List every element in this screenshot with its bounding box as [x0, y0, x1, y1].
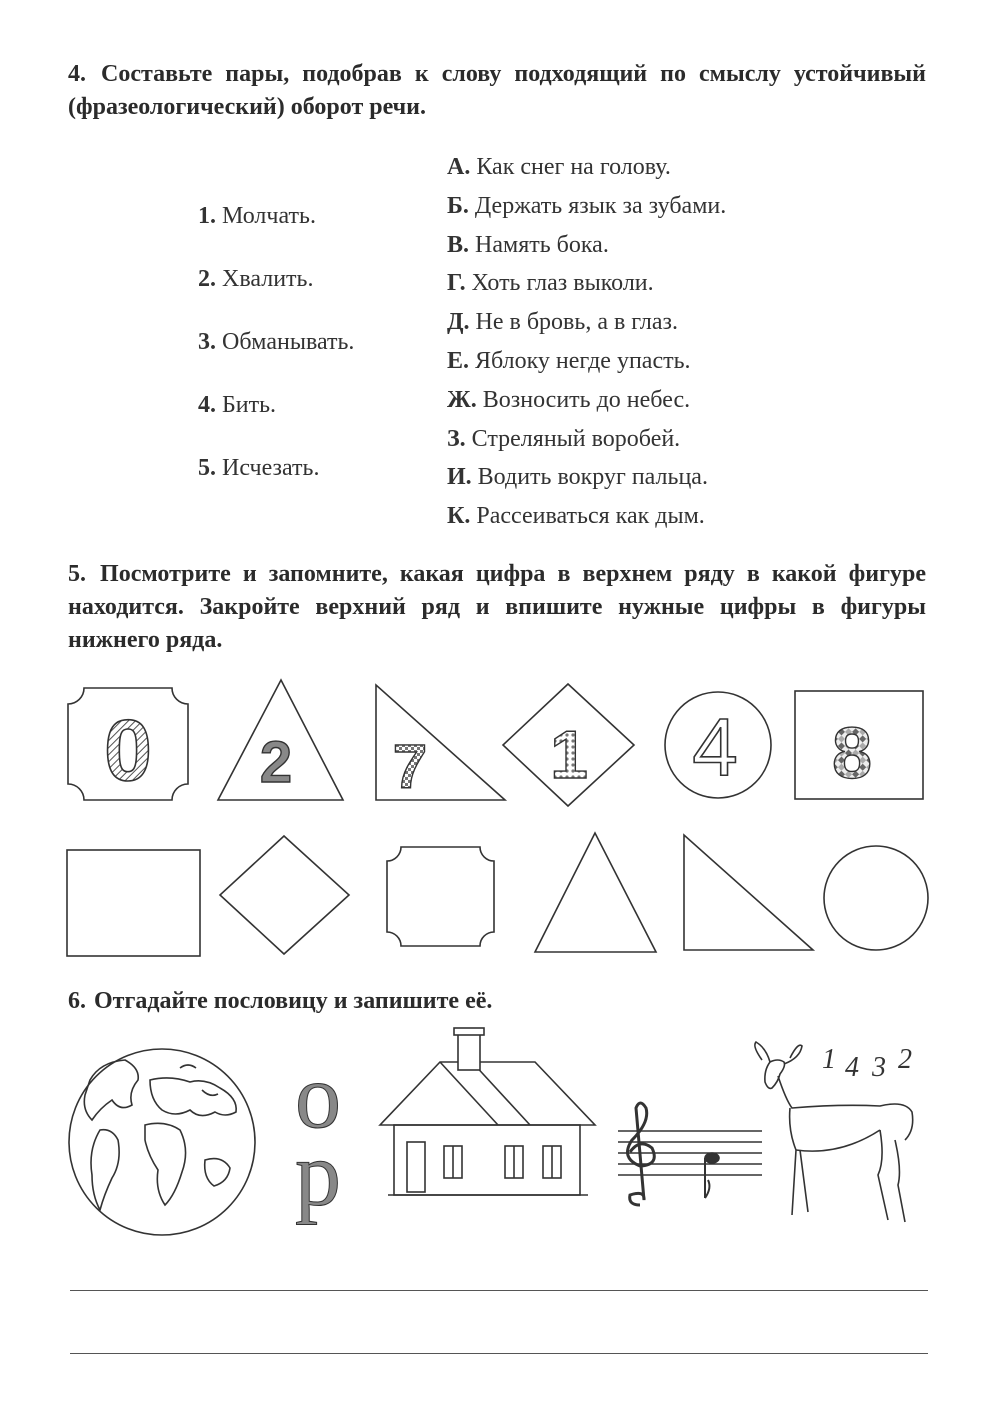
task6-heading: 6. Отгадайте пословицу и запишите её. [68, 988, 493, 1014]
rebus-number: 3 [872, 1052, 886, 1083]
digit-0: 0 [104, 703, 152, 799]
house-picture [380, 1028, 595, 1195]
rebus-number: 4 [845, 1052, 859, 1083]
phrase-item: Ж. Возносить до небес. [447, 386, 691, 413]
bottom-right-triangle[interactable] [684, 835, 813, 950]
phrase-item: И. Водить вокруг пальца. [447, 464, 708, 491]
rebus-letter-r: р [295, 1123, 341, 1225]
bottom-circle[interactable] [824, 846, 928, 950]
word-item: 3. Обманывать. [198, 329, 355, 355]
phrase-item: Е. Яблоку негде упасть. [447, 347, 691, 374]
answer-line[interactable] [70, 1353, 928, 1354]
digit-7: 7 [392, 733, 428, 802]
digit-2: 2 [259, 730, 293, 795]
answer-line[interactable] [70, 1290, 928, 1291]
digit-1: 1 [550, 717, 588, 793]
globe-picture [69, 1049, 255, 1235]
word-item: 2. Хвалить. [198, 266, 314, 292]
phrase-item: Б. Держать язык за зубами. [447, 192, 727, 219]
phrase-item: Д. Не в бровь, а в глаз. [447, 309, 679, 336]
digit-8: 8 [831, 714, 873, 794]
phrase-item: К. Рассеиваться как дым. [447, 503, 705, 530]
phrase-item: А. Как снег на голову. [447, 154, 671, 180]
phrase-item: З. Стреляный воробей. [447, 425, 681, 452]
rebus-number: 2 [898, 1044, 912, 1075]
bottom-triangle[interactable] [535, 833, 656, 952]
phrase-item: В. Намять бока. [447, 231, 609, 258]
note-head-icon [705, 1153, 719, 1163]
phrase-item: Г. Хоть глаз выколи. [447, 270, 654, 297]
rebus-letter-o: о [295, 1045, 341, 1147]
digit-4: 4 [692, 702, 738, 793]
task5-heading: 5. Посмотрите и запомните, какая цифра в верхнем ряду в какой фигуре находится. Закройте верхний ряд и впишите нужные цифры в фигуры нижнего ряда. [68, 561, 926, 653]
music-staff-picture [618, 1103, 762, 1205]
task4-heading: 4. Составьте пары, подобрав к слову подходящий по смыслу устойчивый (фразеологический) оборот речи. [68, 61, 926, 120]
word-item: 5. Исчезать. [198, 455, 320, 481]
bottom-square[interactable] [67, 850, 200, 956]
word-item: 4. Бить. [198, 392, 277, 418]
bottom-notched-square[interactable] [387, 847, 494, 946]
bottom-diamond[interactable] [220, 836, 349, 954]
rebus-number: 1 [822, 1044, 836, 1075]
word-item: 1. Молчать. [198, 203, 316, 229]
